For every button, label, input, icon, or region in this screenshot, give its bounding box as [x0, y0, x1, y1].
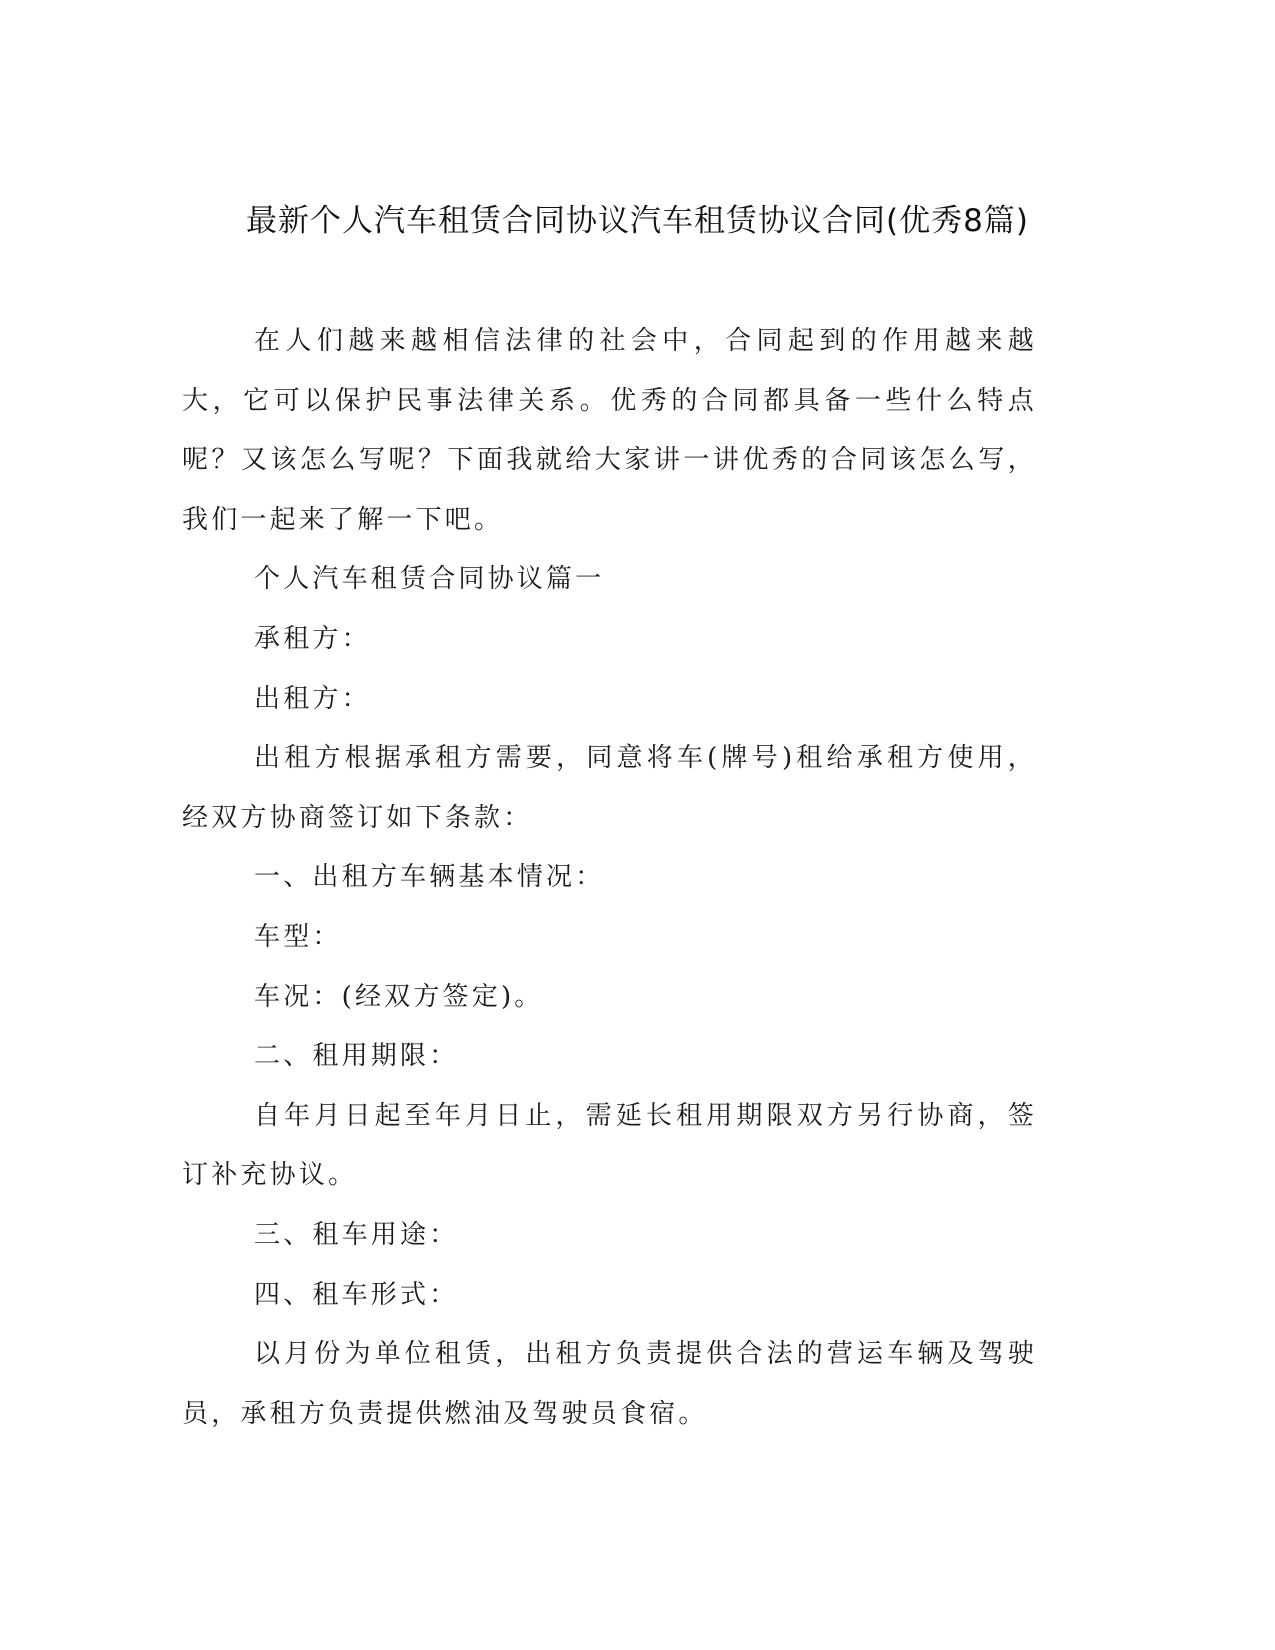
- document-title: 最新个人汽车租赁合同协议汽车租赁协议合同(优秀8篇): [246, 203, 1029, 239]
- document-body: [182, 312, 1037, 1444]
- paragraph-lessee: 承租方：: [254, 623, 371, 654]
- section-heading: 个人汽车租赁合同协议篇一: [254, 564, 605, 595]
- clause-heading-2: 二、租用期限：: [254, 1041, 459, 1072]
- paragraph-lessor: 出租方：: [254, 683, 371, 714]
- paragraph-agreement: 出租方根据承租方需要，同意将车(牌号)租给承租方使用，经双方协商签订如下条款：: [182, 743, 1037, 833]
- clause-heading-1: 一、出租方车辆基本情况：: [254, 862, 605, 893]
- paragraph-rental-period: 自年月日起至年月日止，需延长租用期限双方另行协商，签订补充协议。: [182, 1100, 1037, 1191]
- paragraph-car-condition: 车况：(经双方签定)。: [254, 981, 544, 1012]
- paragraph-car-model: 车型：: [254, 921, 342, 952]
- clause-heading-4: 四、租车形式：: [254, 1279, 459, 1310]
- paragraph-intro: 在人们越来越相信法律的社会中，合同起到的作用越来越大，它可以保护民事法律关系。优秀的合同都具备一些什么特点呢？又该怎么写呢？下面我就给大家讲一讲优秀的合同该怎么写，我们一起来了解一下吧。: [182, 326, 1037, 535]
- clause-heading-3: 三、租车用途：: [254, 1219, 459, 1250]
- paragraph-rental-form: 以月份为单位租赁，出租方负责提供合法的营运车辆及驾驶员，承租方负责提供燃油及驾驶员食宿。: [182, 1339, 1037, 1429]
